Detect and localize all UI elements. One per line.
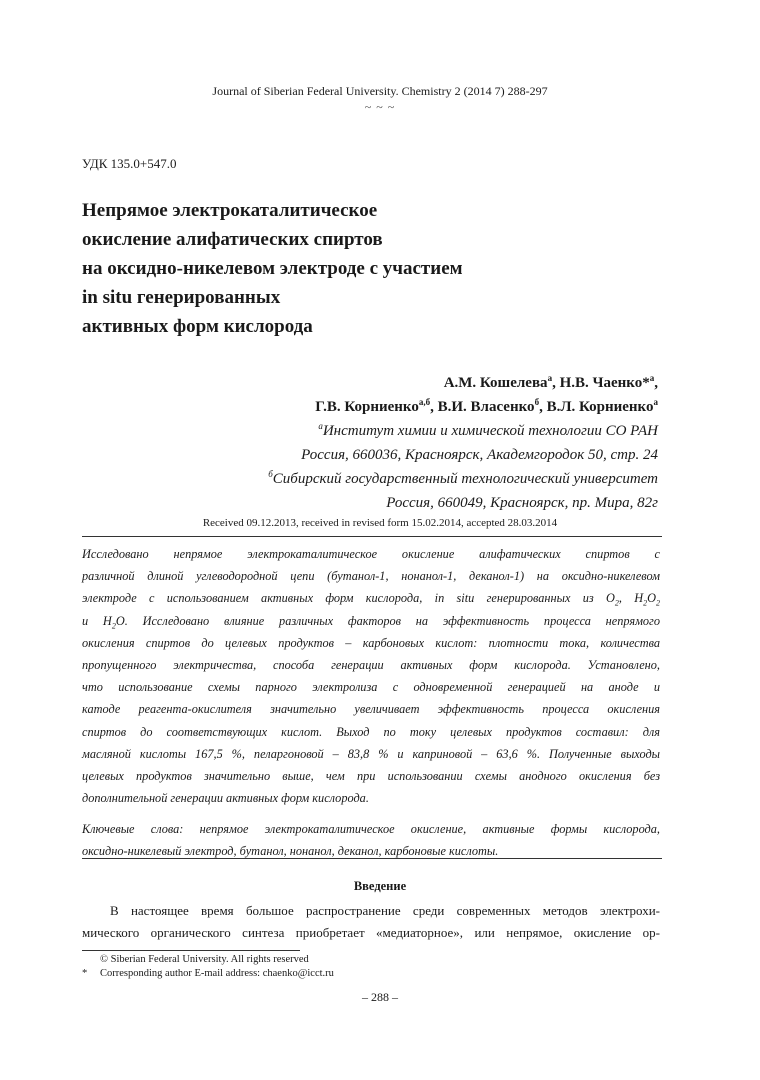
keywords-line: Ключевые слова: непрямое электрокаталитическое окисление, активные формы кислорода,	[82, 822, 660, 836]
abstract-line: и $H_2O$. Исследовано влияние различных факторов на эффективность процесса непрямого	[82, 613, 661, 631]
footnote-rule	[82, 950, 300, 951]
header-ornament: ~ ~ ~	[364, 100, 396, 114]
author-name: Г.В. Корниенко	[315, 399, 419, 415]
abstract-line: электроде с использованием активных форм кислорода, in situ генерированных из $O_2$, $H_2O_2$	[82, 591, 660, 608]
keywords-bottom-rule	[82, 858, 662, 859]
authors-line-2: Г.В. Корниенко$^{а,б}$, В.И. Власенко$^б$, В.Л. Корниенко$^а$	[315, 397, 658, 415]
article-title	[82, 196, 642, 341]
author-name: А.М. Кошелева	[443, 375, 548, 391]
abstract-line: целевых продуктов значительно выше, чем при использовании схемы анодного окисления без	[82, 769, 660, 784]
abstract-line: дополнительной генерации активных форм кислорода.	[82, 791, 369, 806]
affiliation-a-name: $^а$Институт химии и химической технологии СО РАН	[318, 421, 658, 439]
abstract-line: спиртов до соответствующих кислот. Выход по току целевых продуктов составил: для	[82, 724, 660, 739]
affiliation-a-address: Россия, 660036, Красноярск, Академгородок 50, стр. 24	[301, 447, 658, 463]
abstract-line: Исследовано непрямое электрокаталитическое окисление алифатических спиртов с	[82, 547, 660, 561]
affiliation-b-address: Россия, 660049, Красноярск, пр. Мира, 82г	[386, 495, 658, 511]
intro-text	[82, 900, 660, 944]
keywords-line: оксидно-никелевый электрод, бутанол, нонанол, деканол, карбоновые кислоты.	[82, 844, 499, 858]
title-line: in situ генерированных	[82, 287, 281, 308]
authors-line-1: А.М. Кошелева$^а$, Н.В. Чаенко*$^а$,	[443, 373, 658, 391]
intro-line: В настоящее время большое распространение среди современных методов электрохи-	[110, 903, 660, 918]
udk-code: УДК 135.0+547.0	[82, 156, 177, 171]
corresponding-author-footnote: * Corresponding author E-mail address: chaenko@icct.ru	[82, 968, 334, 979]
author-name: В.И. Власенко	[437, 399, 535, 415]
authors-block	[268, 371, 658, 515]
abstract-line: катоде реагента-окислителя значительно увеличивает эффективность процесса окисления	[82, 702, 660, 717]
intro-line: мического органического синтеза приобретает «медиаторное», или непрямое, окисление ор-	[82, 925, 660, 940]
abstract-line: окисления спиртов до целевых продуктов – карбоновых кислот: плотности тока, количества	[82, 635, 660, 650]
abstract-top-rule	[82, 536, 662, 537]
author-affiliation-mark: а,б	[418, 397, 431, 407]
title-line: на оксидно-никелевом электроде с участием	[82, 258, 463, 279]
author-affiliation-mark: а	[649, 373, 655, 383]
abstract-line: масляной кислоты 167,5 %, пеларгоновой – 83,8 % и каприновой – 63,6 %. Полученные выходы	[82, 746, 660, 761]
title-line: активных форм кислорода	[82, 316, 313, 337]
author-name: Н.В. Чаенко*	[559, 375, 650, 391]
abstract	[82, 543, 660, 809]
copyright-footnote: © Siberian Federal University. All rights reserved	[100, 954, 309, 965]
author-affiliation-mark: б	[534, 397, 540, 407]
received-dates: Received 09.12.2013, received in revised form 15.02.2014, accepted 28.03.2014	[202, 517, 558, 529]
abstract-line: пропущенного электричества, способа генерации активных форм кислорода. Установлено,	[82, 658, 660, 673]
title-line: Непрямое электрокаталитическое	[82, 200, 378, 221]
author-affiliation-mark: а	[653, 397, 658, 407]
abstract-line: что использование схемы парного электролиза с одновременной генерацией на аноде и	[82, 680, 660, 695]
keywords	[82, 818, 660, 862]
affiliation-b-name: $^б$Сибирский государственный технологический университет	[268, 469, 658, 487]
section-heading: Введение	[353, 879, 407, 893]
page-number: – 288 –	[362, 990, 398, 1004]
title-line: окисление алифатических спиртов	[82, 229, 383, 250]
author-affiliation-mark: а	[547, 373, 553, 383]
author-name: В.Л. Корниенко	[546, 399, 654, 415]
journal-header: Journal of Siberian Federal University. Chemistry 2 (2014 7) 288-297	[212, 84, 548, 98]
abstract-line: различной длиной углеводородной цепи (бутанол-1, нонанол-1, деканол-1) на оксидно-никелевом	[82, 569, 660, 584]
